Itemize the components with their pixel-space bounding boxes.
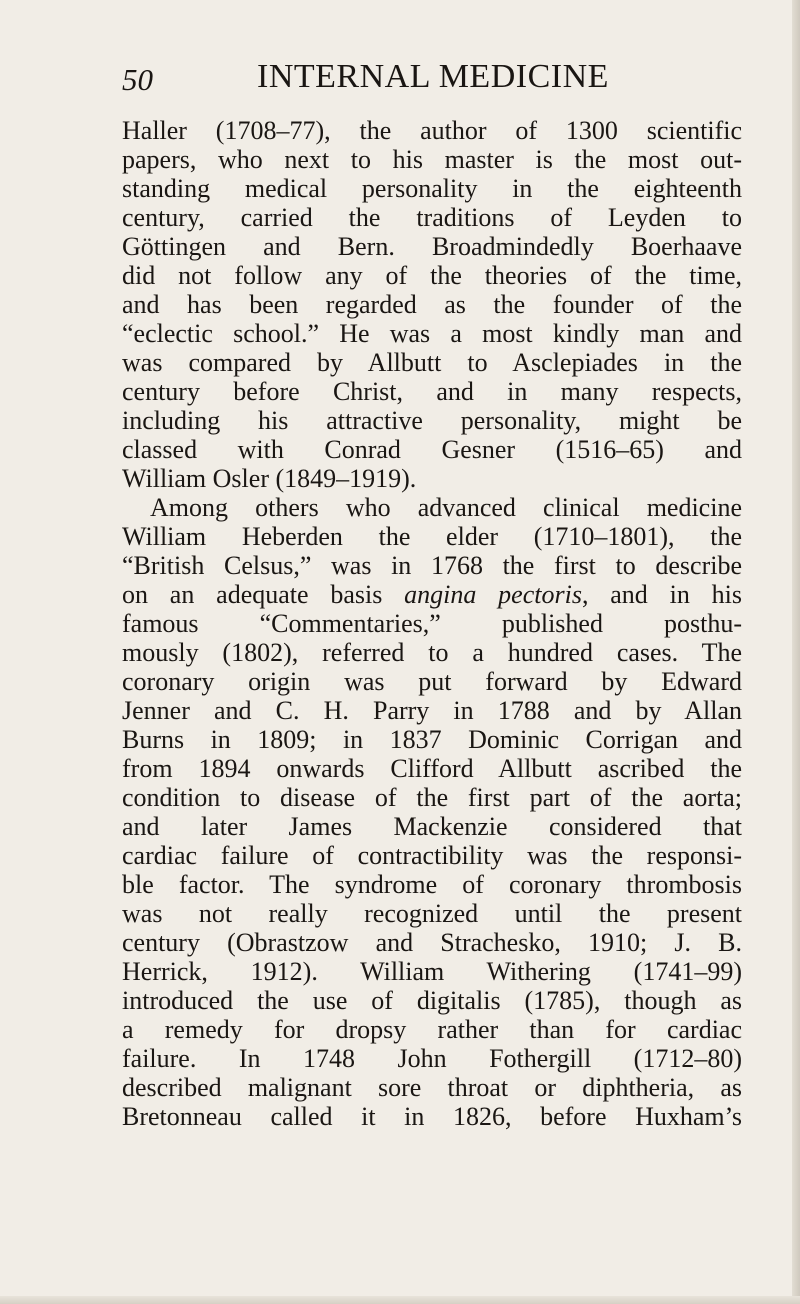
text-segment: on an adequate basis: [122, 580, 405, 609]
text-line: Bretonneau called it in 1826, before Huxham’s: [122, 1102, 742, 1131]
text-line: “British Celsus,” was in 1768 the first to describe: [122, 551, 742, 580]
text-line: and has been regarded as the founder of the: [122, 290, 742, 319]
body-text: [122, 116, 742, 1131]
text-line: Burns in 1809; in 1837 Dominic Corrigan and: [122, 725, 742, 754]
text-line-with-italic: [122, 580, 742, 609]
paragraph-start-line: Among others who advanced clinical medicine: [150, 493, 742, 522]
text-line: standing medical personality in the eighteenth: [122, 174, 742, 203]
text-line: condition to disease of the first part of the aorta;: [122, 783, 742, 812]
text-line: papers, who next to his master is the most out-: [122, 145, 742, 174]
text-line: William Heberden the elder (1710–1801), the: [122, 522, 742, 551]
text-line: was compared by Allbutt to Asclepiades in the: [122, 348, 742, 377]
text-line: Göttingen and Bern. Broadmindedly Boerhaave: [122, 232, 742, 261]
text-line: century before Christ, and in many respects,: [122, 377, 742, 406]
page-bottom-edge: [0, 1296, 800, 1304]
text-line: mously (1802), referred to a hundred cases. The: [122, 638, 742, 667]
text-line: century, carried the traditions of Leyden to: [122, 203, 742, 232]
text-line: a remedy for dropsy rather than for cardiac: [122, 1015, 742, 1044]
running-title: INTERNAL MEDICINE: [257, 58, 609, 95]
text-line: famous “Commentaries,” published posthu-: [122, 609, 742, 638]
text-line: Haller (1708–77), the author of 1300 scientific: [122, 116, 742, 145]
text-line: Jenner and C. H. Parry in 1788 and by Allan: [122, 696, 742, 725]
text-line: century (Obrastzow and Strachesko, 1910; J. B.: [122, 928, 742, 957]
text-line: cardiac failure of contractibility was the responsi-: [122, 841, 742, 870]
page-edge-shadow: [792, 0, 800, 1304]
text-line: ble factor. The syndrome of coronary thrombosis: [122, 870, 742, 899]
text-line: from 1894 onwards Clifford Allbutt ascribed the: [122, 754, 742, 783]
text-line: Herrick, 1912). William Withering (1741–99): [122, 957, 742, 986]
text-line: described malignant sore throat or diphtheria, as: [122, 1073, 742, 1102]
text-line: introduced the use of digitalis (1785), though as: [122, 986, 742, 1015]
italic-term: angina pectoris: [404, 580, 582, 609]
text-line: did not follow any of the theories of the time,: [122, 261, 742, 290]
text-line: including his attractive personality, might be: [122, 406, 742, 435]
text-line: classed with Conrad Gesner (1516–65) and: [122, 435, 742, 464]
text-line: failure. In 1748 John Fothergill (1712–80): [122, 1044, 742, 1073]
text-segment: , and in his: [581, 580, 742, 609]
text-line: was not really recognized until the present: [122, 899, 742, 928]
page-header: [122, 58, 742, 98]
text-line: coronary origin was put forward by Edward: [122, 667, 742, 696]
text-line: “eclectic school.” He was a most kindly man and: [122, 319, 742, 348]
page-number: 50: [122, 62, 153, 97]
paragraph-end-line: William Osler (1849–1919).: [122, 464, 417, 493]
text-line: and later James Mackenzie considered that: [122, 812, 742, 841]
